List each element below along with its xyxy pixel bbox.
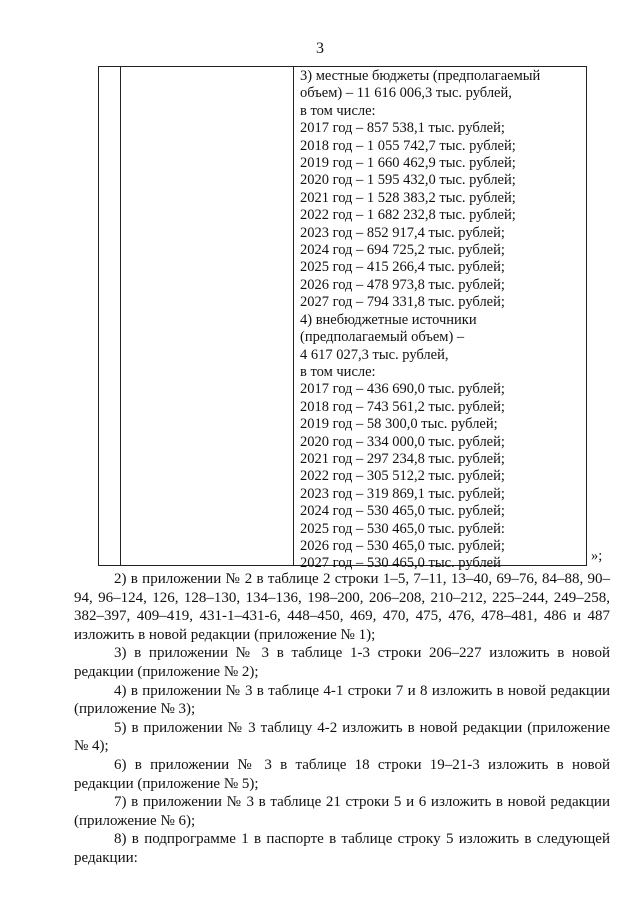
cell-line: 2019 год – 1 660 462,9 тыс. рублей; — [300, 155, 516, 172]
amendment-paragraph: 2) в приложении № 2 в таблице 2 строки 1–5, 7–11, 13–40, 69–76, 84–88, 90–94, 96–124, 126, 128–130, 134–136, 198–200, 206–208, 210–212, 225–244, 249–258, 382–397, 409–419, 431-1–431-6, 448–450, 469, 470, 475, 476, 478–481, 486 и 487 изложить в новой редакции (приложение № 1); — [74, 571, 610, 643]
cell-line: 3) местные бюджеты (предполагаемый — [300, 68, 541, 84]
cell-line: 2021 год – 1 528 383,2 тыс. рублей; — [300, 189, 516, 206]
cell-line: 2024 год – 530 465,0 тыс. рублей; — [300, 503, 505, 520]
cell-line: 2022 год – 1 682 232,8 тыс. рублей; — [300, 207, 516, 224]
amendment-paragraph: 4) в приложении № 3 в таблице 4-1 строки 7 и 8 изложить в новой редакции (приложение № 3); — [74, 682, 610, 718]
amendment-paragraph: 7) в приложении № 3 в таблице 21 строки 5 и 6 изложить в новой редакции (приложение № 6); — [74, 794, 610, 829]
cell-line: 2023 год – 319 869,1 тыс. рублей; — [300, 485, 505, 502]
column-divider — [293, 67, 294, 565]
cell-line: 2024 год – 694 725,2 тыс. рублей; — [300, 242, 505, 259]
closing-quote: »; — [591, 548, 603, 564]
amendment-paragraph: 8) в подпрограмме 1 в паспорте в таблице строку 5 изложить в следующей редакции: — [74, 831, 610, 866]
financing-table — [98, 66, 587, 572]
column-divider — [120, 67, 121, 565]
cell-line: 2026 год – 530 465,0 тыс. рублей; — [300, 537, 505, 554]
cell-line: объем) – 11 616 006,3 тыс. рублей, — [300, 85, 512, 102]
cell-line: (предполагаемый объем) – — [300, 329, 465, 346]
amendment-paragraph: 5) в приложении № 3 таблицу 4-2 изложить в новой редакции (приложение № 4); — [74, 719, 610, 755]
cell-line: 2025 год – 530 465,0 тыс. рублей: — [300, 520, 505, 537]
cell-line: 2019 год – 58 300,0 тыс. рублей; — [300, 416, 498, 433]
cell-line: 4) внебюджетные источники — [300, 311, 477, 328]
amendment-paragraph: 6) в приложении № 3 в таблице 18 строки 19–21-3 изложить в новой редакции (приложение № 5); — [74, 756, 610, 792]
cell-line: 2018 год – 743 561,2 тыс. рублей; — [300, 398, 505, 415]
cell-line: 2027 год – 530 465,0 тыс. рублей — [300, 555, 501, 572]
cell-line: 2020 год – 1 595 432,0 тыс. рублей; — [300, 172, 516, 189]
cell-line: 2017 год – 857 538,1 тыс. рублей; — [300, 120, 505, 137]
cell-line: 2026 год – 478 973,8 тыс. рублей; — [300, 276, 505, 293]
cell-line: 2027 год – 794 331,8 тыс. рублей; — [300, 294, 505, 311]
cell-line: 2017 год – 436 690,0 тыс. рублей; — [300, 381, 505, 398]
page-number: 3 — [316, 40, 324, 57]
cell-line: 2025 год – 415 266,4 тыс. рублей; — [300, 259, 505, 276]
financing-cell — [300, 68, 585, 573]
amendment-paragraph: 3) в приложении № 3 в таблице 1-3 строки 206–227 изложить в новой редакции (приложение № 2); — [74, 645, 610, 680]
amendment-list — [74, 570, 610, 868]
cell-line: в том числе: — [300, 102, 376, 119]
cell-line: 4 617 027,3 тыс. рублей, — [300, 346, 449, 363]
cell-line: 2020 год – 334 000,0 тыс. рублей; — [300, 433, 505, 450]
cell-line: 2018 год – 1 055 742,7 тыс. рублей; — [300, 137, 516, 154]
cell-line: 2022 год – 305 512,2 тыс. рублей; — [300, 468, 505, 485]
cell-line: 2023 год – 852 917,4 тыс. рублей; — [300, 224, 505, 241]
cell-line: 2021 год – 297 234,8 тыс. рублей; — [300, 450, 505, 467]
cell-line: в том числе: — [300, 363, 376, 380]
